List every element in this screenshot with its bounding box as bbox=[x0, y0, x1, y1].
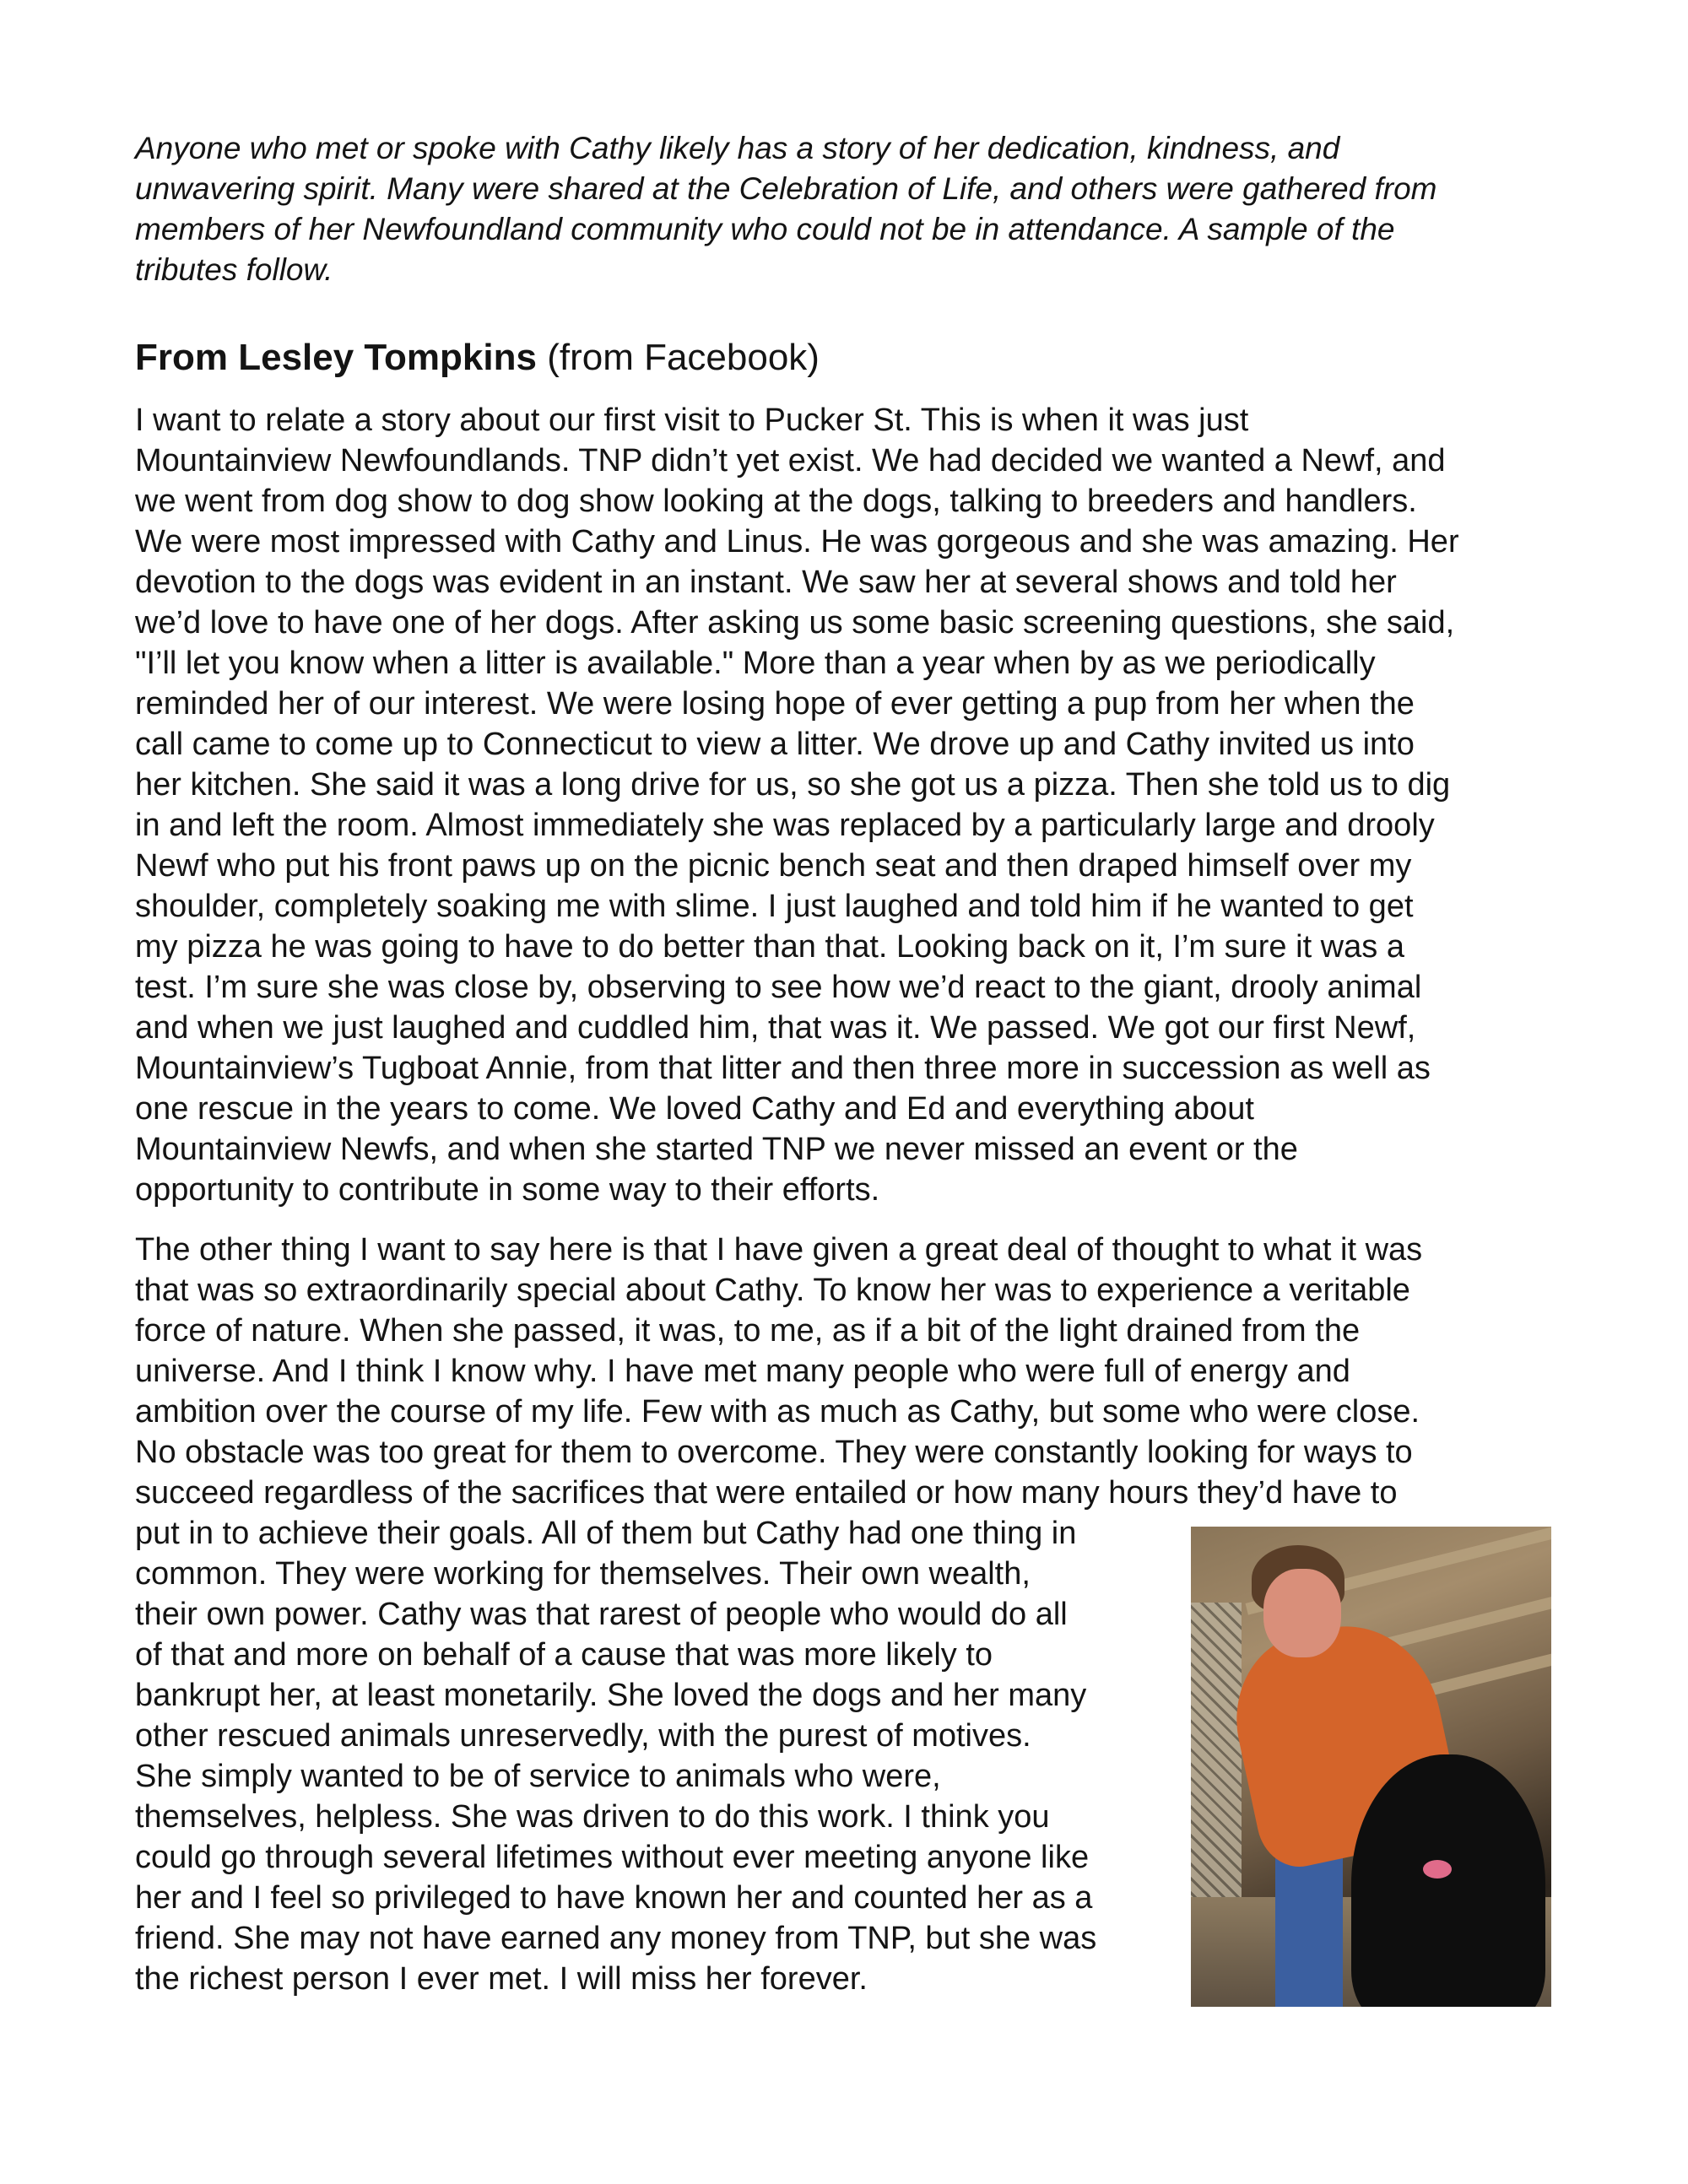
text-line: shoulder, completely soaking me with slime. I just laughed and told him if he wanted to get bbox=[135, 889, 1414, 924]
text-line: one rescue in the years to come. We loved Cathy and Ed and everything about bbox=[135, 1091, 1254, 1127]
text-line: common. They were working for themselves. Their own wealth, bbox=[135, 1556, 1031, 1592]
text-line: No obstacle was too great for them to overcome. They were constantly looking for ways to bbox=[135, 1435, 1413, 1470]
text-line: succeed regardless of the sacrifices that were entailed or how many hours they’d have to bbox=[135, 1475, 1398, 1511]
text-line: test. I’m sure she was close by, observing to see how we’d react to the giant, drooly animal bbox=[135, 970, 1422, 1005]
text-line: ambition over the course of my life. Few with as much as Cathy, but some who were close. bbox=[135, 1394, 1420, 1430]
text-line: and when we just laughed and cuddled him, that was it. We passed. We got our first Newf, bbox=[135, 1010, 1416, 1046]
text-line: we went from dog show to dog show looking at the dogs, talking to breeders and handlers. bbox=[135, 484, 1417, 519]
text-line: opportunity to contribute in some way to their efforts. bbox=[135, 1172, 880, 1208]
text-line: members of her Newfoundland community who could not be in attendance. A sample of the bbox=[135, 212, 1395, 246]
text-line: devotion to the dogs was evident in an instant. We saw her at several shows and told her bbox=[135, 565, 1397, 600]
intro-paragraph bbox=[135, 128, 1437, 290]
text-line: bankrupt her, at least monetarily. She loved the dogs and her many bbox=[135, 1678, 1087, 1713]
text-line: call came to come up to Connecticut to view a litter. We drove up and Cathy invited us into bbox=[135, 727, 1415, 762]
tribute-source: (from Facebook) bbox=[547, 337, 820, 378]
text-line: Mountainview’s Tugboat Annie, from that litter and then three more in succession as well as bbox=[135, 1051, 1431, 1086]
tribute-heading bbox=[135, 334, 820, 381]
text-line: Anyone who met or spoke with Cathy likely has a story of her dedication, kindness, and bbox=[135, 131, 1340, 165]
text-line: tributes follow. bbox=[135, 252, 333, 287]
text-line: We were most impressed with Cathy and Linus. He was gorgeous and she was amazing. Her bbox=[135, 524, 1459, 560]
text-line: their own power. Cathy was that rarest of people who would do all bbox=[135, 1597, 1068, 1632]
text-line: other rescued animals unreservedly, with the purest of motives. bbox=[135, 1718, 1031, 1754]
text-line: her kitchen. She said it was a long drive for us, so she got us a pizza. Then she told us to dig bbox=[135, 767, 1451, 803]
text-line: put in to achieve their goals. All of them but Cathy had one thing in bbox=[135, 1516, 1077, 1551]
text-line: reminded her of our interest. We were losing hope of ever getting a pup from her when the bbox=[135, 686, 1415, 722]
text-line: I want to relate a story about our first visit to Pucker St. This is when it was just bbox=[135, 403, 1249, 438]
photo-cathy-with-newfoundland-dog bbox=[1191, 1527, 1551, 2007]
text-line: "I’ll let you know when a litter is available." More than a year when by as we periodically bbox=[135, 646, 1376, 681]
tribute-author: From Lesley Tompkins bbox=[135, 337, 537, 378]
text-line: that was so extraordinarily special about Cathy. To know her was to experience a veritable bbox=[135, 1273, 1410, 1308]
text-line: force of nature. When she passed, it was, to me, as if a bit of the light drained from the bbox=[135, 1313, 1361, 1349]
text-line: in and left the room. Almost immediately she was replaced by a particularly large and drooly bbox=[135, 808, 1435, 843]
text-line: could go through several lifetimes without ever meeting anyone like bbox=[135, 1840, 1090, 1875]
text-line: Mountainview Newfoundlands. TNP didn’t yet exist. We had decided we wanted a Newf, and bbox=[135, 443, 1446, 478]
text-line: Mountainview Newfs, and when she started TNP we never missed an event or the bbox=[135, 1132, 1298, 1167]
text-line: of that and more on behalf of a cause that was more likely to bbox=[135, 1637, 993, 1673]
text-line: She simply wanted to be of service to animals who were, bbox=[135, 1759, 941, 1794]
text-line: Newf who put his front paws up on the picnic bench seat and then draped himself over my bbox=[135, 848, 1412, 884]
text-line: themselves, helpless. She was driven to do this work. I think you bbox=[135, 1799, 1050, 1835]
text-line: universe. And I think I know why. I have met many people who were full of energy and bbox=[135, 1354, 1350, 1389]
text-line: the richest person I ever met. I will miss her forever. bbox=[135, 1961, 868, 1997]
text-line: her and I feel so privileged to have known her and counted her as a bbox=[135, 1880, 1093, 1916]
text-line: The other thing I want to say here is that I have given a great deal of thought to what it was bbox=[135, 1232, 1423, 1268]
text-line: unwavering spirit. Many were shared at the Celebration of Life, and others were gathered from bbox=[135, 171, 1437, 206]
text-line: my pizza he was going to have to do better than that. Looking back on it, I’m sure it was a bbox=[135, 929, 1404, 965]
tribute-paragraph-1 bbox=[135, 400, 1459, 1210]
text-line: we’d love to have one of her dogs. After asking us some basic screening questions, she said, bbox=[135, 605, 1455, 641]
text-line: friend. She may not have earned any money from TNP, but she was bbox=[135, 1921, 1097, 1956]
